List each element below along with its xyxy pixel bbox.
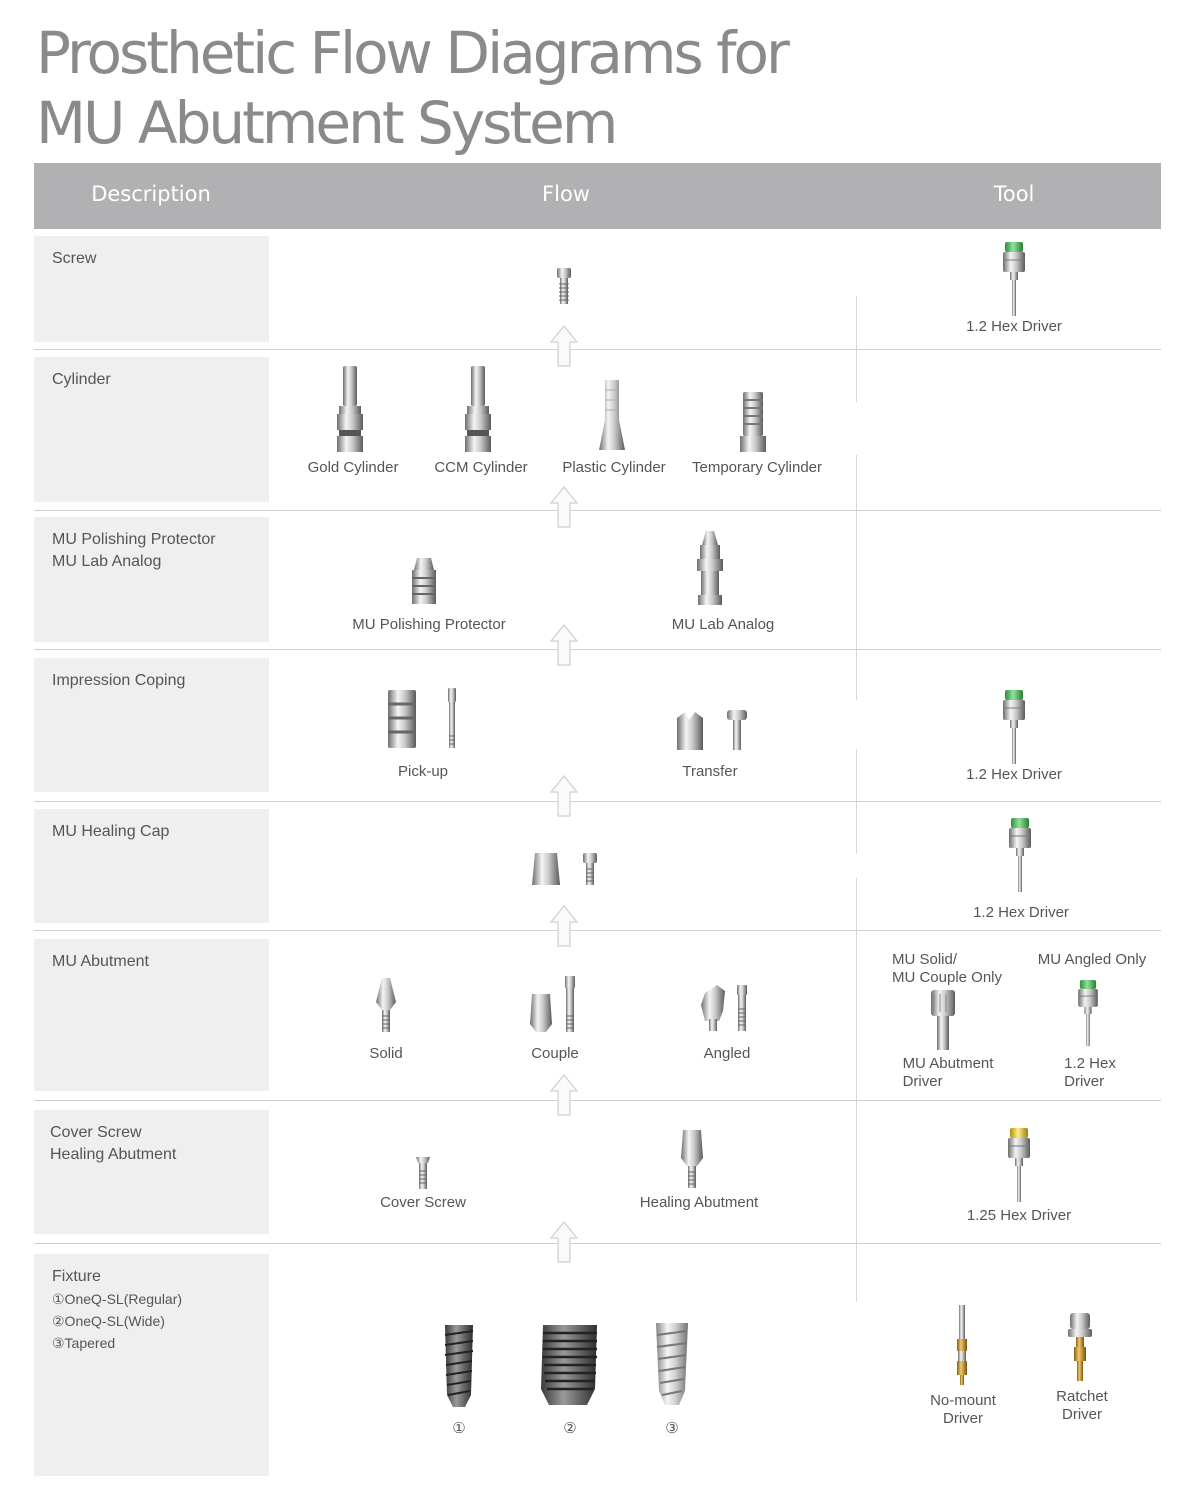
ccm-cylinder-icon [463,366,493,452]
hex-driver-icon [1000,690,1028,766]
table-header [34,163,1161,229]
healing-abutment-label: Healing Abutment [639,1194,759,1211]
row-divider [34,649,1161,650]
fixture-wide-icon [541,1325,599,1405]
title-line-2: MU Abutment System [36,89,616,157]
solid-abutment-icon [372,978,400,1034]
tool-column-divider [856,597,857,700]
row-divider [34,930,1161,931]
mu-polishing-protector-icon [408,558,440,604]
header-description: Description [91,182,211,206]
mu-lab-analog-label: MU Lab Analog [671,616,775,633]
desc-abutment [34,939,269,1091]
couple-label: Couple [531,1045,579,1062]
impression-tool-label: 1.2 Hex Driver [966,766,1062,783]
desc-screw [34,236,269,342]
ratchet-driver-label: Ratchet Driver [1056,1388,1108,1423]
healing-cap-tool-label: 1.2 Hex Driver [973,904,1069,921]
hex-driver-icon [1006,818,1034,894]
desc-polishing [34,517,269,642]
cover-screw-icon [414,1157,432,1191]
desc-cover-line2: Healing Abutment [50,1146,177,1163]
desc-polishing-line2: MU Lab Analog [52,553,162,570]
header-tool: Tool [993,182,1035,206]
flow-arrow-up-icon [550,905,578,947]
row-divider [34,349,1161,350]
healing-abutment-icon [677,1130,707,1190]
desc-cylinder-label: Cylinder [52,371,111,388]
desc-fixture-sub-1: ①OneQ-SL(Regular) [52,1291,183,1307]
no-mount-driver-icon [953,1305,971,1385]
desc-fixture-sub-3: ③Tapered [52,1335,116,1351]
solid-label: Solid [369,1045,403,1062]
pick-up-label: Pick-up [397,763,449,780]
title-line-1: Prosthetic Flow Diagrams for [36,19,787,87]
screw-icon [555,268,573,304]
mu-polishing-protector-label: MU Polishing Protector [352,616,506,633]
desc-screw-label: Screw [52,250,97,267]
desc-polishing-label [52,529,216,573]
hex-driver-icon [1000,242,1028,318]
flow-arrow-up-icon [550,1221,578,1263]
tool-column-divider [856,455,857,610]
angled-abutment-icon [699,985,753,1033]
hex-driver-small-label: 1.2 Hex Driver [1064,1055,1116,1090]
desc-cover-label [50,1122,176,1166]
plastic-cylinder-icon [597,380,627,452]
ccm-cylinder-label: CCM Cylinder [434,459,528,476]
temporary-cylinder-icon [738,392,768,452]
hex-driver-yellow-icon [1005,1128,1033,1204]
tool-column-divider [856,878,857,1302]
abutment-tool-note-1: MU Solid/ MU Couple Only [891,951,1003,986]
ratchet-driver-icon [1066,1313,1094,1383]
flow-arrow-up-icon [550,624,578,666]
row-divider [34,510,1161,511]
temporary-cylinder-label: Temporary Cylinder [691,459,823,476]
angled-label: Angled [703,1045,751,1062]
mu-abutment-driver-icon [928,990,958,1052]
desc-fixture [34,1254,269,1476]
desc-fixture-label [52,1266,182,1354]
mu-abutment-driver-label: MU Abutment Driver [902,1055,994,1090]
desc-cover [34,1110,269,1234]
hex-driver-icon [1075,980,1101,1048]
desc-cover-line1: Cover Screw [50,1124,142,1141]
fixture-3-label: ③ [665,1420,679,1437]
flow-arrow-up-icon [550,325,578,367]
desc-impression-label: Impression Coping [52,672,186,689]
mu-lab-analog-icon [695,531,725,605]
header-flow: Flow [542,182,590,206]
transfer-label: Transfer [682,763,738,780]
gold-cylinder-label: Gold Cylinder [307,459,399,476]
transfer-coping-icon [675,710,751,752]
cover-screw-label: Cover Screw [380,1194,466,1211]
plastic-cylinder-label: Plastic Cylinder [562,459,666,476]
flow-arrow-up-icon [550,775,578,817]
pick-up-coping-icon [386,688,466,750]
couple-abutment-icon [528,976,582,1034]
row-divider [34,1100,1161,1101]
fixture-tapered-icon [654,1323,690,1405]
fixture-1-label: ① [452,1420,466,1437]
desc-cylinder [34,357,269,502]
page-title [36,18,936,158]
desc-fixture-title: Fixture [52,1268,101,1285]
screw-tool-label: 1.2 Hex Driver [966,318,1062,335]
tool-column-divider [856,749,857,854]
row-divider [34,1243,1161,1244]
desc-fixture-sub-2: ②OneQ-SL(Wide) [52,1313,165,1329]
abutment-tool-note-2: MU Angled Only [1037,951,1147,968]
fixture-2-label: ② [563,1420,577,1437]
flow-arrow-up-icon [550,1074,578,1116]
tool-column-divider [856,296,857,402]
fixture-regular-icon [442,1325,476,1407]
desc-healing-cap-label: MU Healing Cap [52,823,170,840]
desc-polishing-line1: MU Polishing Protector [52,531,216,548]
mu-healing-cap-icon [531,853,601,887]
flow-arrow-up-icon [550,486,578,528]
desc-abutment-label: MU Abutment [52,953,149,970]
row-divider [34,801,1161,802]
no-mount-driver-label: No-mount Driver [930,1392,996,1427]
desc-impression [34,658,269,792]
desc-healing-cap [34,809,269,923]
gold-cylinder-icon [335,366,365,452]
cover-tool-label: 1.25 Hex Driver [966,1207,1072,1224]
